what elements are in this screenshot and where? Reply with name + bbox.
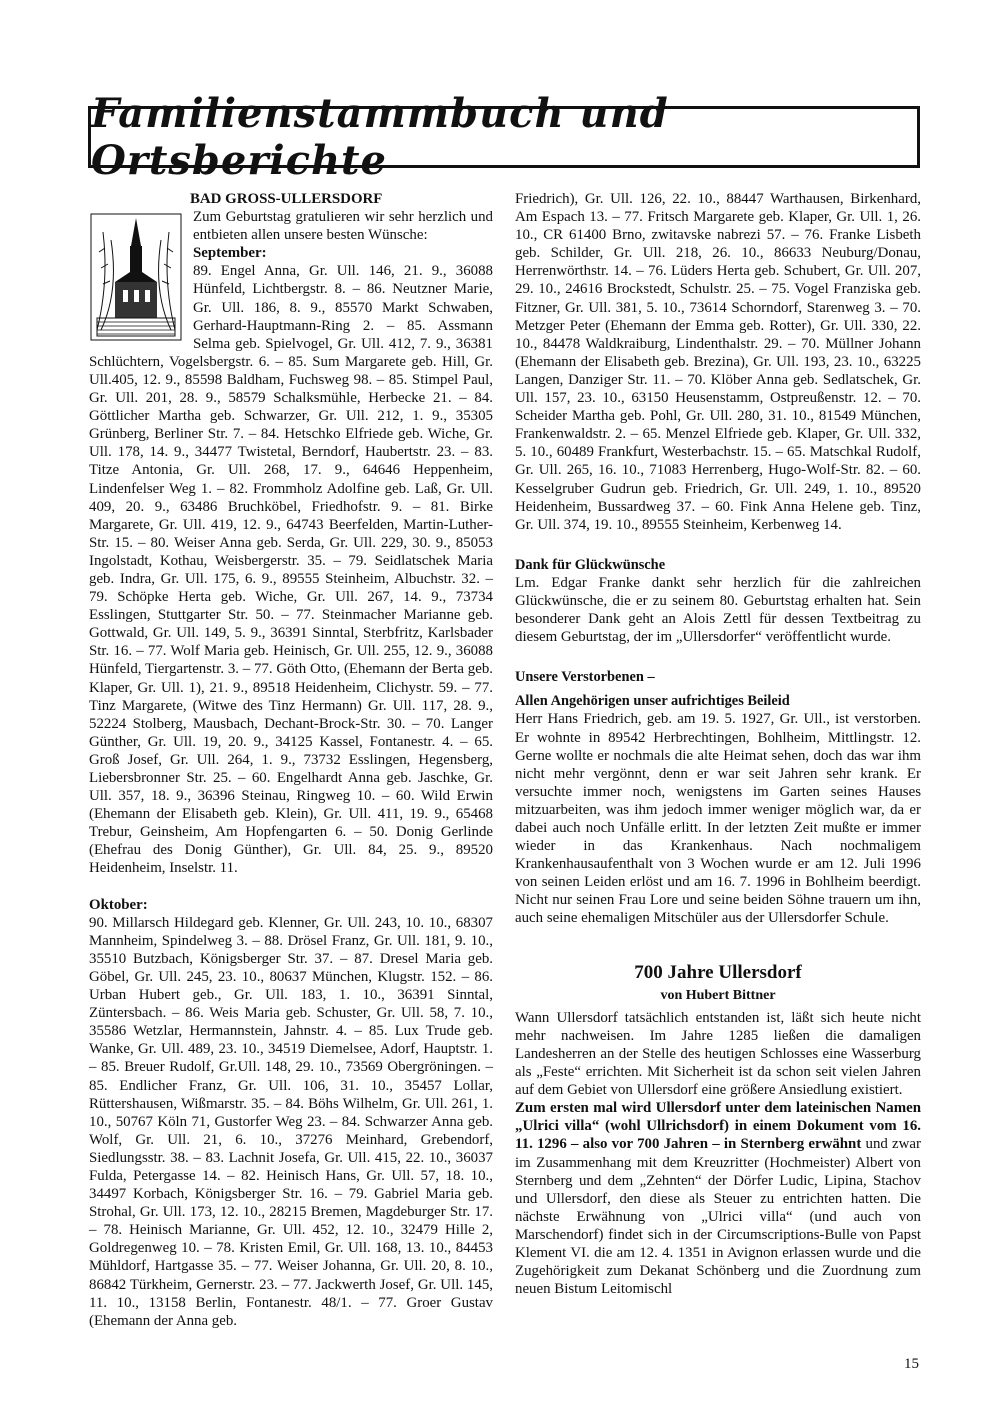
article-paragraph-1: Wann Ullersdorf tatsächlich entstanden ist, läßt sich heute nicht mehr nachweisen. Im Jahre 1285 ließen die damaligen Landesherren an der Stelle des heutigen Schlosses eine Wasserburg als „Feste“ errichten. Mit Sicherheit ist da schon seit vielen Jahren auf dem Gebiet von Ullersdorf eine größere Ansiedlung existiert.	[515, 1009, 921, 1099]
article-paragraph-2	[515, 1099, 921, 1298]
banner-title: Familienstammbuch und Ortsberichte	[91, 90, 669, 184]
article-author: von Hubert Bittner	[660, 987, 776, 1003]
oktober-heading: Oktober:	[89, 896, 148, 913]
beileid-heading: Allen Angehörigen unser aufrichtiges Beileid	[515, 693, 790, 710]
page-number: 15	[904, 1356, 919, 1372]
oktober-birthdays: 90. Millarsch Hildegard geb. Klenner, Gr. Ull. 243, 10. 10., 68307 Mannheim, Spindelweg 3. – 88. Drösel Franz, Gr. Ull. 181, 9. 10., 35510 Butzbach, Königsberger Str. 37. – 87. Dresel Maria geb. Göbel, Gr. Ull. 245, 23. 10., 80637 München, Klugstr. 152. – 86. Urban Hubert geb., Gr. Ull. 183, 1. 10., 36391 Sinntal, Züntersbach. – 86. Weis Maria geb. Schuster, Gr. Ull. 58, 7. 10., 35586 Wetzlar, Hermannstein, Jahnstr. 4. – 85. Lux Trude geb. Wanke, Gr. Ull. 489, 23. 10., 34519 Diemelsee, Adorf, Hauptstr. 1. – 85. Breuer Rudolf, Gr.Ull. 148, 29. 10., 73569 Obergröningen. – 85. Endlicher Franz, Gr. Ull. 106, 31. 10., 35457 Lollar, Rüttershausen, Wißmarstr. 35. – 84. Böhs Wilhelm, Gr. Ull. 261, 1. 10., 50767 Köln 71, Gustorfer Weg 23. – 84. Schwarzer Anna geb. Wolf, Gr. Ull. 21, 6. 10., 37276 Meinhard, Grebendorf, Siedlungsstr. 38. – 83. Lachnit Josefa, Gr. Ull. 415, 22. 10., 36037 Fulda, Petergasse 14. – 82. Heinisch Hans, Gr. Ull. 57, 18. 10., 34497 Korbach, Königsberger Str. 16. – 79. Gabriel Maria geb. Strohal, Gr. Ull. 173, 12. 10., 28215 Bremen, Magdeburger Str. 17. – 78. Heinisch Marianne, Gr. Ull. 452, 12. 10., 32479 Hille 2, Goldregenweg 10. – 78. Kristen Emil, Gr. Ull. 168, 13. 10., 84453 Mühldorf, Hartgasse 35. – 77. Weiser Johanna, Gr. Ull. 20, 8. 10., 86842 Türkheim, Gernerstr. 23. – 77. Jackwerth Josef, Gr. Ull. 145, 11. 10., 13158 Berlin, Fontanestr. 48/1. – 77. Groer Gustav (Ehemann der Anna geb.	[89, 914, 493, 1329]
right-column	[515, 190, 921, 1298]
section-banner	[88, 90, 920, 184]
dank-heading: Dank für Glückwünsche	[515, 556, 666, 573]
september-heading: September:	[193, 245, 267, 262]
church-emblem-icon	[89, 212, 183, 342]
obituary-text: Herr Hans Friedrich, geb. am 19. 5. 1927, Gr. Ull., ist verstorben. Er wohnte in 89542 Herbrechtingen, Bohlheim, Mittlingstr. 12. Gerne wollte er nochmals die alte Heimat sehen, doch das war ihm nicht mehr vergönnt, denn er war seit Jahren sehr krank. Er versuchte immer noch, wenigstens im Garten seines Hauses mitzuarbeiten, was ihm jedoch immer weniger möglich war, da er dabei auch noch Unfälle erlitt. In der letzten Zeit mußte er immer wieder in das Krankenhaus. Nach nochmaligem Krankenhausaufenthalt von 3 Wochen wurde er am 12. Juli 1996 von seinen Leiden erlöst und am 16. 7. 1996 in Bohlheim beerdigt. Nicht nur seinen Frau Lore und seine beiden Söhne trauern um ihn, auch seine ehemaligen Mitschüler aus der Ullersdorfer Schule.	[515, 711, 921, 927]
town-heading: BAD GROSS-ULLERSDORF	[190, 191, 383, 207]
verstorbene-heading: Unsere Verstorbenen –	[515, 669, 655, 686]
birthday-intro: Zum Geburtstag gratulieren wir sehr herzlich und entbieten allen unsere besten Wünsche:	[193, 209, 493, 244]
september-birthdays: 89. Engel Anna, Gr. Ull. 146, 21. 9., 36088 Hünfeld, Lichtbergstr. 8. – 86. Neutzner Marie, Gr. Ull. 186, 8. 9., 85570 Markt Schwaben, Gerhard-Hauptmann-Ring 2. – 85. Assmann Selma geb. Spielvogel, Gr. Ull. 412, 7. 9., 36381 Schlüchtern, Vogelsbergstr. 6. – 85. Sum Margarete geb. Hill, Gr. Ull.405, 12. 9., 85598 Baldham, Fuchsweg 98. – 85. Stimpel Paul, Gr. Ull. 201, 28. 9., 58579 Schalksmühle, Herbecke 21. – 84. Göttlicher Martha geb. Schwarzer, Gr. Ull. 212, 1. 9., 35305 Grünberg, Berliner Str. 7. – 84. Hetschko Elfriede geb. Wiche, Gr. Ull. 178, 14. 9., 34477 Twistetal, Berndorf, Haubertstr. 23. – 83. Titze Antonia, Gr. Ull. 268, 17. 9., 64646 Heppenheim, Lindenfelser Weg 1. – 82. Frommholz Adolfine geb. Laß, Gr. Ull. 409, 20. 9., 63486 Bruchköbel, Friedhofstr. 9. – 81. Birke Margarete, Gr. Ull. 419, 12. 9., 64743 Beerfelden, Martin-Luther-Str. 15. – 80. Weiser Anna geb. Serda, Gr. Ull. 229, 30. 9., 85053 Ingolstadt, Kothau, Weisbergerstr. 35. – 79. Seidlatschek Maria geb. Indra, Gr. Ull. 175, 6. 9., 89555 Steinheim, Albuchstr. 32. – 79. Schöpke Herta geb. Wiche, Gr. Ull. 267, 14. 9., 73734 Esslingen, Stuttgarter Str. 50. – 77. Steinmacher Marianne geb. Gottwald, Gr. Ull. 149, 5. 9., 36391 Sinntal, Sterbfritz, Karlsbader Str. 16. – 77. Wolf Maria geb. Heinisch, Gr. Ull. 255, 12. 9., 36088 Hünfeld, Tiergartenstr. 3. – 77. Göth Otto, (Ehemann der Berta geb. Klaper, Gr. Ull. 1), 21. 9., 89518 Heidenheim, Clichystr. 59. – 77. Tinz Margarete, (Witwe des Tinz Hermann) Gr. Ull. 117, 28. 9., 52224 Stolberg, Mausbach, Dechant-Brock-Str. 30. – 70. Langer Günther, Gr. Ull. 19, 20. 9., 34125 Kassel, Fontanestr. 4. – 65. Groß Josef, Gr. Ull. 264, 1. 9., 73732 Esslingen, Hegensberg, Liebersbronner Str. 25. – 60. Engelhardt Anna geb. Jaschke, Gr. Ull. 357, 18. 9., 36396 Steinau, Ringweg 10. – 60. Wild Erwin (Ehemann der Elisabeth geb. Klein), Gr. Ull. 411, 19. 9., 65468 Trebur, Geinsheim, Am Hopfengarten 6. – 50. Donig Gerlinde (Ehefrau des Donig Günther), Gr. Ull. 84, 25. 9., 89520 Heidenheim, Inselstr. 11.	[89, 263, 493, 877]
oktober-continuation: Friedrich), Gr. Ull. 126, 22. 10., 88447 Warthausen, Birkenhard, Am Espach 13. – 77. Fritsch Margarete geb. Klaper, Gr. Ull. 1, 26. 10., CR 61400 Brno, zwitavske nabrezi 57. – 76. Franke Lisbeth geb. Schilder, Gr. Ull. 218, 26. 10., 86633 Neuburg/Donau, Herrenwörthstr. 14. – 76. Lüders Herta geb. Schubert, Gr. Ull. 207, 29. 10., 24616 Brockstedt, Schulstr. 25. – 75. Vogel Franziska geb. Fitzner, Gr. Ull. 381, 5. 10., 73614 Schorndorf, Starenweg 3. – 70. Metzger Peter (Ehemann der Emma geb. Rotter), Gr. Ull. 330, 22. 10., 84478 Waldkraiburg, Lindenthalstr. 29. – 70. Müllner Johann (Ehemann der Elisabeth geb. Brezina), Gr. Ull. 193, 23. 10., 63225 Langen, Danziger Str. 11. – 70. Klöber Anna geb. Sedlatschek, Gr. Ull. 157, 23. 10., 63150 Heusenstamm, Ostpreußenstr. 12. – 70. Scheider Martha geb. Pohl, Gr. Ull. 280, 31. 10., 81549 München, Frankenwaldstr. 2. – 65. Menzel Elfriede geb. Klaper, Gr. Ull. 332, 5. 10., 60489 Frankfurt, Westerbachstr. 15. – 65. Matschkal Rudolf, Gr. Ull. 265, 16. 10., 71083 Herrenberg, Hugo-Wolf-Str. 82. – 60. Kesselgruber Gudrun geb. Friedrich, Gr. Ull. 249, 1. 10., 89520 Heidenheim, Bussardweg 37. – 60. Fink Anna Helene geb. Tinz, Gr. Ull. 374, 19. 10., 89555 Steinheim, Kerbenweg 14.	[515, 191, 921, 533]
article-highlight: Zum ersten mal wird Ullersdorf unter dem lateinischen Namen „Ulrici villa“ (wohl Ullrichsdorf) in einem Dokument vom 16. 11. 1296 – also vor 700 Jahren – in Sternberg erwähnt	[515, 1100, 921, 1153]
dank-text: Lm. Edgar Franke dankt sehr herzlich für die zahlreichen Glückwünsche, die er zu seinem 80. Geburtstag erhalten hat. Sein besonderer Dank geht an Alois Zettl für dessen Textbeitrag zu diesem Geburtstag, der im „Ullersdorfer“ veröffentlicht wurde.	[515, 574, 921, 646]
article-paragraph-2-rest: und zwar im Zusammenhang mit dem Kreuzritter (Hochmeister) Albert von Sternberg und dem „Zehnten“ der Dörfer Ludic, Lipina, Stachov und Ullersdorf, den diese als Steuer zu entrichten hatten. Die nächste Erwähnung von „Ulrici villa“ (und auch von Marschendorf) findet sich in der Circumscriptions-Bulle von Papst Klement VI. die am 12. 4. 1351 in Avignon erlassen wurde und die Zugehörigkeit zum Dekanat Schönberg und die Zuordnung zum neuen Bistum Leitomischl	[515, 1136, 921, 1298]
left-column	[89, 190, 493, 1330]
article-title: 700 Jahre Ullersdorf	[634, 961, 802, 983]
